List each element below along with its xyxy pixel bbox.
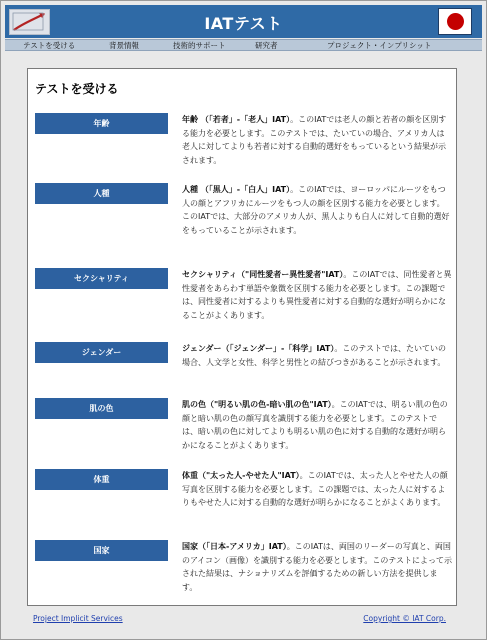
- test-button-weight[interactable]: 体重: [35, 469, 168, 490]
- nav-item-tech-support[interactable]: 技術的サポート: [173, 41, 226, 50]
- test-button-sexuality[interactable]: セクシャリティ: [35, 268, 168, 289]
- nav-item-researchers[interactable]: 研究者: [255, 41, 278, 50]
- test-body: 。このIATでは、同性愛者と異性愛者をあらわす単語や象徴を区別する能力を必要とします。この課題では、同性愛者に対するよりも異性愛者に対する自動的な選好が明らかになることがよくあります。: [182, 270, 452, 320]
- test-button-gender[interactable]: ジェンダー: [35, 342, 168, 363]
- test-description: [182, 398, 452, 452]
- test-heading: セクシャリティ（"同性愛者ー異性愛者"IAT）: [182, 270, 344, 279]
- test-description: [182, 469, 452, 510]
- nav-item-take-test[interactable]: テストを受ける: [23, 41, 76, 50]
- nav-item-project-implicit[interactable]: プロジェクト・インプリシット: [327, 41, 432, 50]
- nav-item-background[interactable]: 背景情報: [109, 41, 139, 50]
- test-body: 。このIATでは、太った人とやせた人の顔写真を区別する能力を必要とします。この課題では、太った人に対するよりもやせた人に対する自動的な選好が明らかになることがよくあります。: [182, 471, 448, 507]
- test-button-nation[interactable]: 国家: [35, 540, 168, 561]
- test-description: [182, 268, 452, 322]
- test-description: [182, 540, 452, 594]
- test-body: 。このテストでは、たいていの場合、人文学と女性、科学と男性との結びつきがあることが示されます。: [182, 344, 447, 367]
- test-description: [182, 183, 452, 237]
- test-heading: 人種 （「黒人」-「白人」IAT）: [182, 185, 291, 194]
- test-description: [182, 342, 452, 369]
- test-heading: 年齢 （「若者」-「老人」IAT）: [182, 115, 291, 124]
- test-button-age[interactable]: 年齢: [35, 113, 168, 134]
- app-title: IATテスト: [204, 14, 283, 33]
- test-description: [182, 113, 452, 167]
- test-body: 。このIATは、両国のリーダーの写真と、両国のアイコン（画像）を識別する能力を必要とします。このテストによって示された結果は、ナショナリズムを評価するための新しい方法を提供します。: [182, 542, 452, 592]
- test-heading: 体重（"太った人-やせた人"IAT）: [182, 471, 300, 480]
- top-nav: [5, 39, 482, 51]
- header-bar: [5, 5, 482, 38]
- footer-services-link[interactable]: Project Implicit Services: [33, 614, 123, 623]
- footer-copyright-link[interactable]: Copyright © IAT Corp.: [363, 614, 446, 623]
- test-button-race[interactable]: 人種: [35, 183, 168, 204]
- page-title: テストを受ける: [35, 82, 119, 96]
- test-body: 。このIATでは、ヨーロッパにルーツをもつ人の顔とアフリカにルーツをもつ人の顔を区別する能力を必要とします。このIATでは、大部分のアメリカ人が、黒人よりも白人に対して自動的選好をもっていることが示されます。: [182, 185, 450, 235]
- test-heading: ジェンダー（「ジェンダー」-「科学」IAT）: [182, 344, 335, 353]
- test-body: 。このIATでは老人の顔と若者の顔を区別する能力を必要とします。このテストでは、たいていの場合、アメリカ人は老人に対してよりも若者に対する自動的選好をもっているという結果が示されます。: [182, 115, 447, 165]
- japan-flag-icon: [438, 8, 472, 35]
- test-heading: 肌の色（"明るい肌の色-暗い肌の色"IAT）: [182, 400, 332, 409]
- test-button-skin-tone[interactable]: 肌の色: [35, 398, 168, 419]
- test-heading: 国家（「日本-アメリカ」IAT）: [182, 542, 287, 551]
- test-body: 。このIATでは、明るい肌の色の顔と暗い肌の色の顔写真を識別する能力を必要とします。このテストでは、暗い肌の色に対してよりも明るい肌の色に対する自動的な選好が明らかになることがよくあります。: [182, 400, 448, 450]
- main-content: [27, 68, 457, 606]
